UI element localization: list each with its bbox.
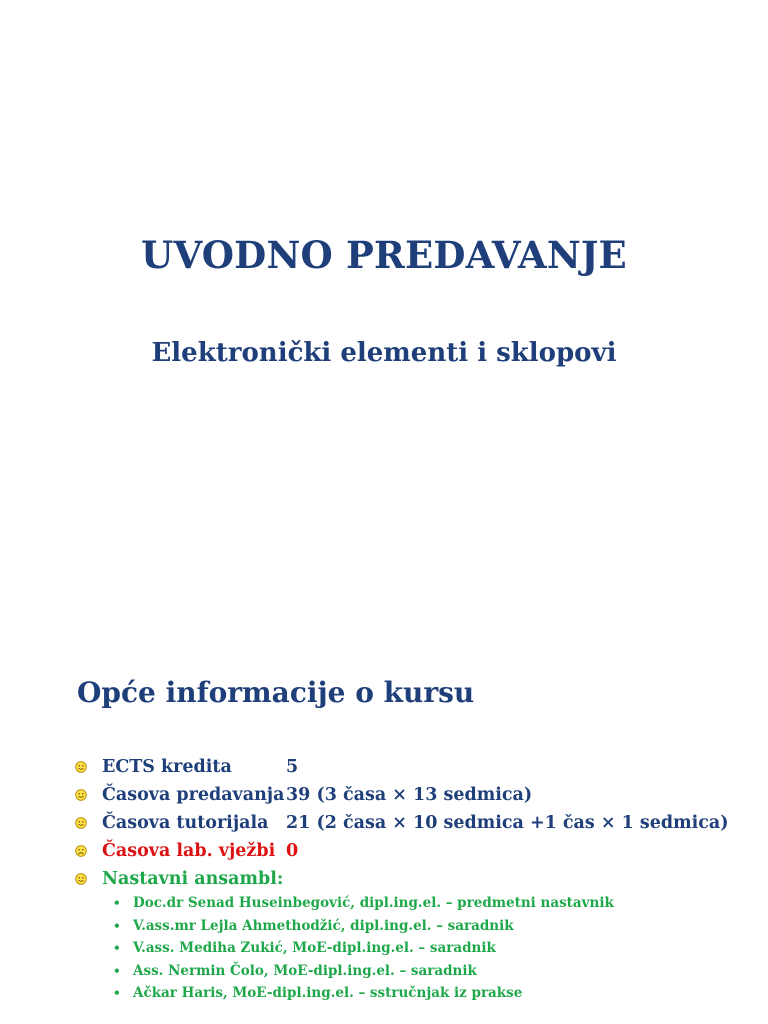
page-title: UVODNO PREDAVANJE: [141, 233, 627, 277]
bullet-icon: •: [113, 918, 121, 933]
bullet-icon: •: [113, 896, 121, 910]
info-row-tutorials: [75, 809, 755, 837]
info-label: Časova lab. vježbi: [102, 841, 276, 861]
bullet-icon: •: [113, 941, 121, 955]
staff-name: Ačkar Haris, MoE-dipl.ing.el. – sstručnjak iz prakse: [133, 985, 523, 1001]
list-item: [113, 892, 753, 915]
staff-name: Doc.dr Senad Huseinbegović, dipl.ing.el. – predmetni nastavnik: [133, 895, 614, 911]
course-subtitle: Elektronički elementi i sklopovi: [151, 338, 617, 368]
section-heading: Opće informacije o kursu: [77, 676, 475, 709]
info-row-labs: [75, 837, 755, 865]
smiley-happy-icon: [75, 789, 87, 801]
info-value: 0: [286, 841, 299, 861]
info-row-teaching-staff: [75, 865, 755, 893]
staff-list: [113, 892, 753, 1005]
list-item: [113, 982, 753, 1005]
smiley-happy-icon: [75, 873, 87, 885]
info-label: ECTS kredita: [102, 757, 232, 777]
list-item: [113, 960, 753, 983]
info-row-ects: [75, 753, 755, 781]
smiley-happy-icon: [75, 817, 87, 829]
info-label: Nastavni ansambl:: [102, 869, 284, 889]
list-item: [113, 915, 753, 938]
list-item: [113, 937, 753, 960]
info-value: 39 (3 časa × 13 sedmica): [286, 785, 533, 805]
info-label: Časova tutorijala: [102, 813, 269, 833]
bullet-icon: •: [113, 963, 121, 978]
info-value: 5: [286, 757, 299, 777]
smiley-happy-icon: [75, 761, 87, 773]
info-value: 21 (2 časa × 10 sedmica +1 čas × 1 sedmica): [286, 813, 729, 833]
staff-name: V.ass.mr Lejla Ahmethodžić, dipl.ing.el. – saradnik: [133, 917, 514, 934]
smiley-sad-icon: [75, 845, 87, 857]
staff-name: Ass. Nermin Čolo, MoE-dipl.ing.el. – saradnik: [133, 962, 477, 979]
info-row-lectures: [75, 781, 755, 809]
staff-name: V.ass. Mediha Zukić, MoE-dipl.ing.el. – saradnik: [133, 940, 496, 956]
bullet-icon: •: [113, 986, 121, 1000]
info-label: Časova predavanja: [102, 785, 285, 805]
course-info-list: [75, 753, 755, 893]
